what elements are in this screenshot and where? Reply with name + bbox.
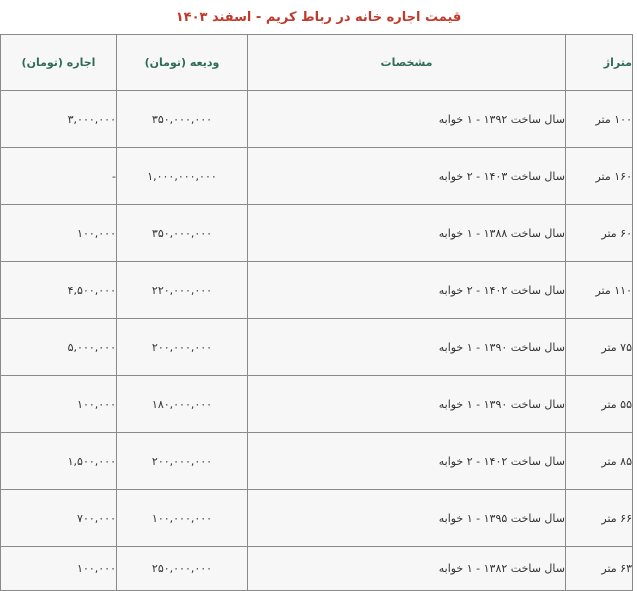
table-row [1, 319, 633, 376]
cell-description: سال ساخت ۱۳۹۰ - ۱ خوابه [248, 319, 566, 376]
table-row [1, 547, 633, 591]
cell-deposit: ۲۰۰,۰۰۰,۰۰۰ [117, 319, 248, 376]
cell-deposit: ۳۵۰,۰۰۰,۰۰۰ [117, 91, 248, 148]
cell-deposit: ۳۵۰,۰۰۰,۰۰۰ [117, 205, 248, 262]
cell-area: ۱۱۰ متر [566, 262, 633, 319]
header-description: مشخصات [248, 35, 566, 91]
cell-rent: ۷۰۰,۰۰۰ [1, 490, 117, 547]
cell-deposit: ۲۰۰,۰۰۰,۰۰۰ [117, 433, 248, 490]
cell-deposit: ۱۸۰,۰۰۰,۰۰۰ [117, 376, 248, 433]
cell-area: ۷۵ متر [566, 319, 633, 376]
table-row [1, 262, 633, 319]
table-row [1, 148, 633, 205]
cell-rent: ۱۰۰,۰۰۰ [1, 376, 117, 433]
cell-rent: ۱۰۰,۰۰۰ [1, 547, 117, 591]
cell-rent: ۱,۵۰۰,۰۰۰ [1, 433, 117, 490]
table-row [1, 490, 633, 547]
cell-deposit: ۱,۰۰۰,۰۰۰,۰۰۰ [117, 148, 248, 205]
rent-price-table [0, 34, 633, 591]
table-row [1, 433, 633, 490]
cell-rent: ۴,۵۰۰,۰۰۰ [1, 262, 117, 319]
table-row [1, 91, 633, 148]
cell-area: ۶۰ متر [566, 205, 633, 262]
cell-area: ۸۵ متر [566, 433, 633, 490]
table-row [1, 205, 633, 262]
cell-description: سال ساخت ۱۳۸۸ - ۱ خوابه [248, 205, 566, 262]
header-rent: اجاره (تومان) [1, 35, 117, 91]
page-title: قیمت اجاره خانه در رباط کریم - اسفند ۱۴۰۳ [175, 10, 462, 25]
cell-area: ۱۶۰ متر [566, 148, 633, 205]
cell-description: سال ساخت ۱۳۸۲ - ۱ خوابه [248, 547, 566, 591]
cell-deposit: ۲۲۰,۰۰۰,۰۰۰ [117, 262, 248, 319]
cell-deposit: ۲۵۰,۰۰۰,۰۰۰ [117, 547, 248, 591]
cell-deposit: ۱۰۰,۰۰۰,۰۰۰ [117, 490, 248, 547]
header-area: متراژ [566, 35, 633, 91]
cell-rent: ۳,۰۰۰,۰۰۰ [1, 91, 117, 148]
cell-rent: ۱۰۰,۰۰۰ [1, 205, 117, 262]
table-row [1, 376, 633, 433]
cell-area: ۵۵ متر [566, 376, 633, 433]
cell-description: سال ساخت ۱۴۰۲ - ۲ خوابه [248, 262, 566, 319]
cell-rent: - [1, 148, 117, 205]
cell-description: سال ساخت ۱۳۹۲ - ۱ خوابه [248, 91, 566, 148]
cell-rent: ۵,۰۰۰,۰۰۰ [1, 319, 117, 376]
cell-description: سال ساخت ۱۳۹۰ - ۱ خوابه [248, 376, 566, 433]
header-deposit: ودیعه (تومان) [117, 35, 248, 91]
cell-area: ۶۳ متر [566, 547, 633, 591]
cell-description: سال ساخت ۱۴۰۲ - ۲ خوابه [248, 433, 566, 490]
cell-description: سال ساخت ۱۳۹۵ - ۱ خوابه [248, 490, 566, 547]
cell-area: ۶۶ متر [566, 490, 633, 547]
cell-description: سال ساخت ۱۴۰۳ - ۲ خوابه [248, 148, 566, 205]
table-header-row [1, 35, 633, 91]
cell-area: ۱۰۰ متر [566, 91, 633, 148]
